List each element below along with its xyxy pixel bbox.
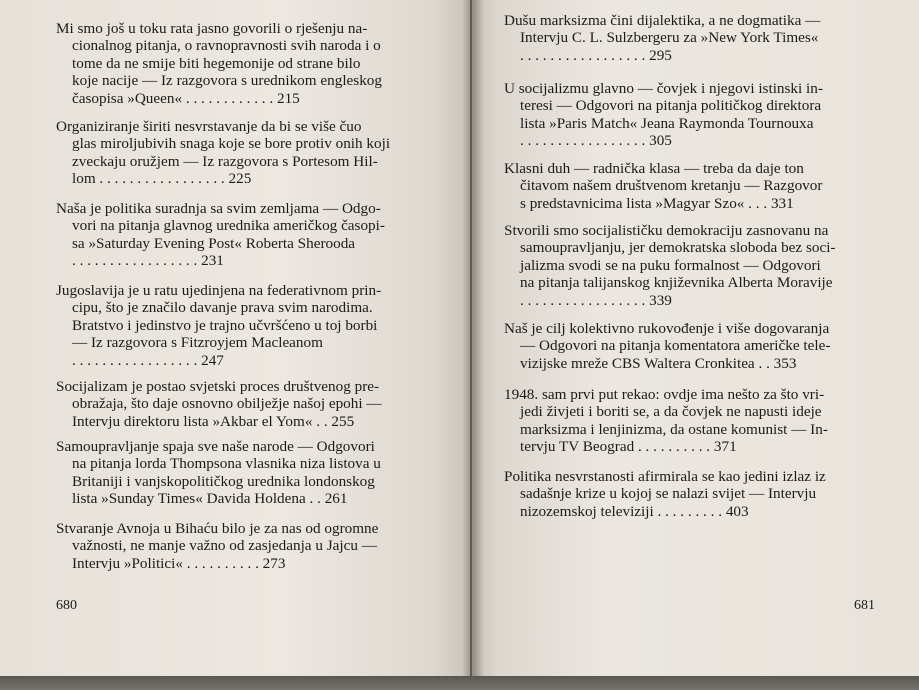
entry-line: Intervju »Politici« . . . . . . . . . . 273 — [72, 554, 286, 572]
toc-entry — [56, 20, 421, 107]
entry-line: Naša je politika suradnja sa svim zemljama — Odgo- — [56, 200, 381, 217]
toc-entry — [56, 118, 421, 188]
entry-line: Mi smo još u toku rata jasno govorili o rješenju na- — [56, 20, 368, 37]
entry-line: s predstavnicima lista »Magyar Szo« . . . 331 — [520, 194, 794, 212]
entry-line: Britaniji i vanjskopolitičkog urednika londonskog — [72, 472, 375, 490]
entry-line: tervju TV Beograd . . . . . . . . . . 371 — [520, 438, 737, 456]
entry-line: Klasni duh — radnička klasa — treba da daje ton — [504, 160, 804, 177]
entry-line: cionalnog pitanja, o ravnopravnosti svih naroda i o — [72, 37, 381, 55]
toc-entry — [504, 222, 899, 309]
entry-line: lom . . . . . . . . . . . . . . . . . 225 — [72, 170, 252, 188]
entry-line: sadašnje krize u kojoj se nalazi svijet — Intervju — [520, 485, 817, 503]
entry-line: lista »Sunday Times« Davida Holdena . . 261 — [72, 490, 348, 508]
entry-line: zveckaju oružjem — Iz razgovora s Portesom Hil- — [72, 152, 378, 170]
entry-line: časopisa »Queen« . . . . . . . . . . . . 215 — [72, 89, 300, 107]
toc-entry — [504, 12, 899, 64]
toc-entry — [56, 520, 421, 572]
entry-line: čitavom našem društvenom kretanju — Razgovor — [520, 177, 823, 195]
entry-line: Organiziranje širiti nesvrstavanje da bi se više čuo — [56, 118, 362, 135]
page-number: 680 — [56, 598, 77, 613]
book-gutter — [462, 0, 484, 690]
toc-entry — [56, 378, 421, 430]
toc-entry — [504, 386, 899, 456]
toc-entry — [504, 468, 899, 520]
entry-line: Jugoslavija je u ratu ujedinjena na federativnom prin- — [56, 282, 382, 299]
entry-line: . . . . . . . . . . . . . . . . . 231 — [72, 252, 224, 270]
entry-line: Stvorili smo socijalističku demokraciju zasnovanu na — [504, 222, 829, 239]
entry-line: . . . . . . . . . . . . . . . . . 295 — [520, 46, 672, 64]
page-number: 681 — [854, 598, 875, 613]
entry-line: Dušu marksizma čini dijalektika, a ne dogmatika — — [504, 12, 821, 29]
entry-line: na pitanja lorda Thompsona vlasnika niza listova u — [72, 455, 381, 473]
entry-line: koje nacije — Iz razgovora s urednikom engleskog — [72, 72, 382, 90]
entry-line: jalizma svodi se na puku formalnost — Odgovori — [520, 256, 821, 274]
entry-line: vori na pitanja glavnog urednika američkog časopi- — [72, 217, 385, 235]
entry-line: lista »Paris Match« Jeana Raymonda Tournouxa — [520, 114, 814, 132]
entry-line: samoupravljanju, jer demokratska sloboda bez soci- — [520, 239, 836, 257]
entry-line: jedi živjeti i boriti se, a da čovjek ne napusti ideje — [520, 403, 822, 421]
entry-line: vizijske mreže CBS Waltera Cronkitea . . 353 — [520, 354, 797, 372]
entry-line: nizozemskoj televiziji . . . . . . . . . 403 — [520, 502, 749, 520]
page-edge-shadow — [0, 676, 919, 690]
entry-line: 1948. sam prvi put rekao: ovdje ima nešto za što vri- — [504, 386, 825, 403]
toc-entry — [56, 200, 421, 270]
entry-line: — Iz razgovora s Fitzroyjem Macleanom — [72, 334, 323, 352]
entry-line: U socijalizmu glavno — čovjek i njegovi istinski in- — [504, 80, 823, 97]
entry-line: Socijalizam je postao svjetski proces društvenog pre- — [56, 378, 380, 395]
entry-line: obražaja, što daje osnovno obilježje našoj epohi — — [72, 395, 382, 413]
entry-line: glas miroljubivih snaga koje se bore protiv onih koji — [72, 135, 391, 153]
entry-line: sa »Saturday Evening Post« Roberta Sherooda — [72, 234, 356, 252]
toc-entry — [504, 80, 899, 150]
entry-line: Bratstvo i jedinstvo je trajno učvršćeno u toj borbi — [72, 316, 378, 334]
entry-line: Samoupravljanje spaja sve naše narode — Odgovori — [56, 438, 375, 455]
entry-line: Naš je cilj kolektivno rukovođenje i više dogovaranja — [504, 320, 830, 337]
entry-line: teresi — Odgovori na pitanja političkog direktora — [520, 97, 822, 115]
entry-line: važnosti, ne manje važno od zasjedanja u Jajcu — — [72, 537, 377, 555]
entry-line: Intervju direktoru lista »Akbar el Yom« . . 255 — [72, 412, 355, 430]
entry-line: . . . . . . . . . . . . . . . . . 339 — [520, 291, 672, 309]
entry-line: cipu, što je značilo davanje prava svim narodima. — [72, 299, 373, 317]
entry-line: Stvaranje Avnoja u Bihaću bilo je za nas od ogromne — [56, 520, 379, 537]
toc-entry — [504, 160, 899, 212]
entry-line: Intervju C. L. Sulzbergeru za »New York Times« — [520, 29, 819, 47]
entry-line: . . . . . . . . . . . . . . . . . 247 — [72, 351, 224, 369]
toc-entry — [504, 320, 899, 372]
right-page — [472, 0, 919, 680]
entry-line: marksizma i lenjinizma, da ostane komunist — In- — [520, 420, 828, 438]
entry-line: — Odgovori na pitanja komentatora američke tele- — [520, 337, 831, 355]
entry-line: Politika nesvrstanosti afirmirala se kao jedini izlaz iz — [504, 468, 826, 485]
entry-line: tome da ne smije biti hegemonije od strane bilo — [72, 54, 361, 72]
entry-line: . . . . . . . . . . . . . . . . . 305 — [520, 132, 672, 150]
entry-line: na pitanja talijanskog književnika Alberta Moravije — [520, 274, 833, 292]
toc-entry — [56, 282, 421, 369]
toc-entry — [56, 438, 421, 508]
